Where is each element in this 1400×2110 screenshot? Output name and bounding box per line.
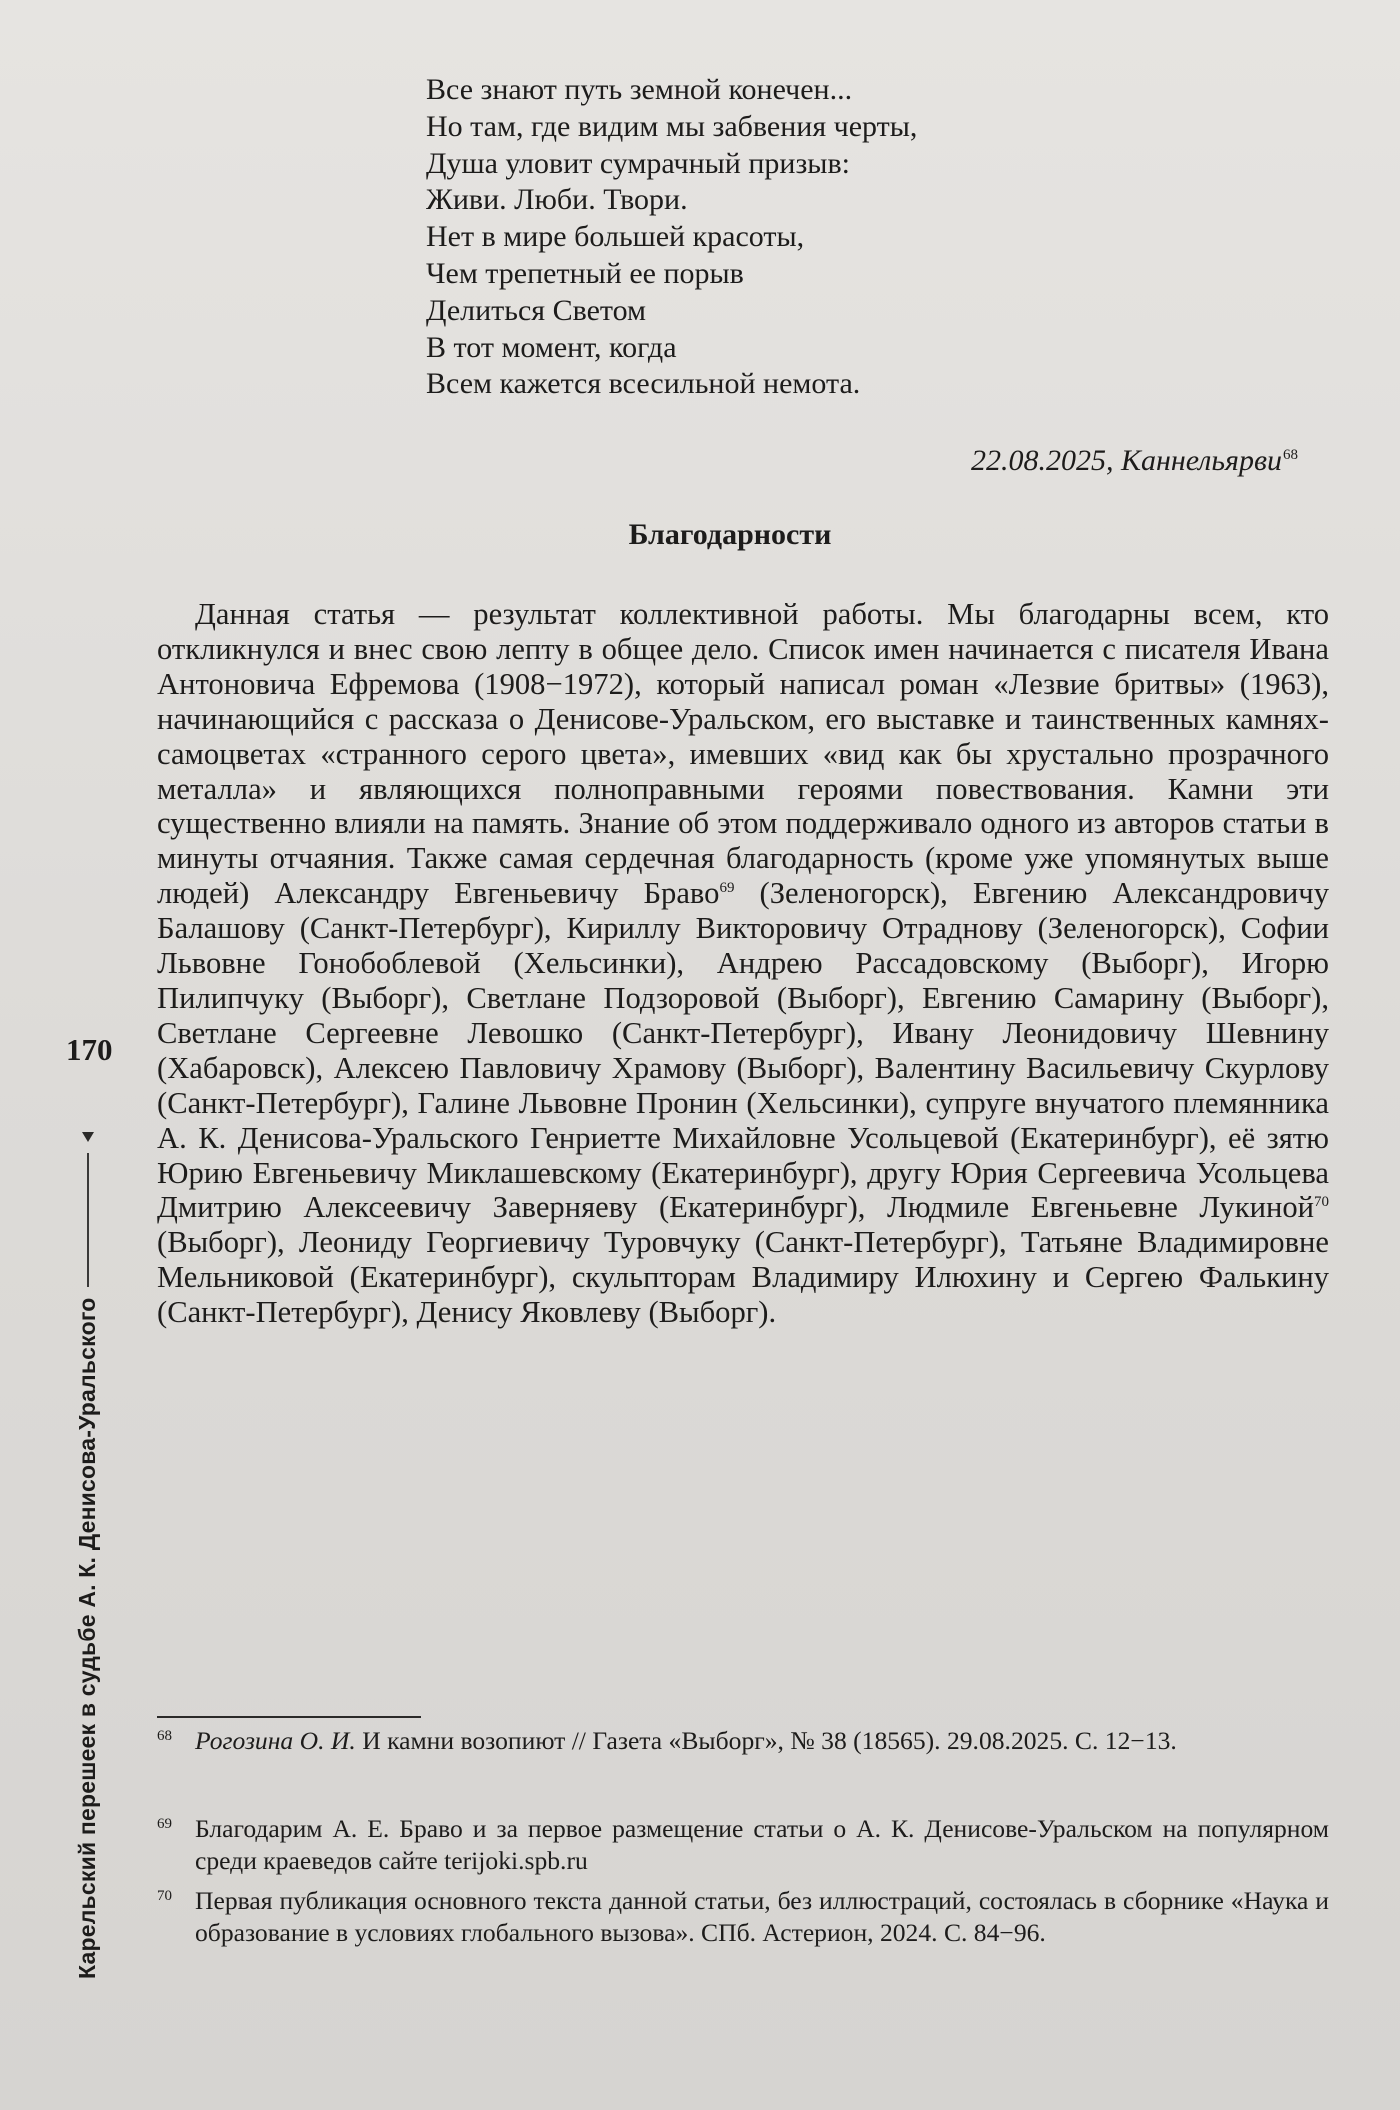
poem-line: В тот момент, когда <box>426 330 677 364</box>
poem-line: Делиться Светом <box>426 293 647 327</box>
paragraph-text: (Зеленогорск), Евгению Александровичу Балашову (Санкт-Петербург), Кириллу Викторовичу Отраднову (Зеленогорск), Софии Львовне Гонобоблевой (Хельсинки), Андрею Рассадовскому (Выборг), Игорю Пилипчуку (Выборг), Светлане Подзоровой (Выборг), Евгению Самарину (Выборг), Светлане Сергеевне Левошко (Санкт-Петербург), Ивану Леонидовичу Шевнину (Хабаровск), Алексею Павловичу Храмову (Выборг), Валентину Васильевичу Скурлову (Санкт-Петербург), Галине Львовне Пронин (Хельсинки), супруге внучатого племянника А. К. Денисова-Уральского Генриетте Михайловне Усольцевой (Екатеринбург), её зятю Юрию Евгеньевичу Миклашевскому (Екатеринбург), другу Юрия Сергеевича Усольцева Дмитрию Алексеевичу Заверняеву (Екатеринбург), Людмиле Евгеньевне Лукиной <box>157 876 1329 1225</box>
section-heading: Благодарности <box>628 518 832 551</box>
footnote-ref-69[interactable]: 69 <box>719 880 735 897</box>
poem-line: Но там, где видим мы забвения черты, <box>426 109 918 143</box>
arrow-marker-icon <box>80 1129 96 1145</box>
page-number: 170 <box>66 1032 113 1067</box>
footnote-ref-68[interactable]: 68 <box>1283 447 1298 463</box>
poem-signature <box>971 444 1298 478</box>
footnote-70 <box>157 1885 1329 1948</box>
poem-line: Всем кажется всесильной немота. <box>426 367 861 401</box>
footnote-ref-70[interactable]: 70 <box>1314 1194 1329 1211</box>
running-head-title: Карельский перешеек в судьбе А. К. Денисова-Уральского <box>74 1297 100 1979</box>
acknowledgements-paragraph <box>157 597 1329 1330</box>
paragraph-text: Данная статья — результат коллективной работы. Мы благодарны всем, кто откликнулся и внес свою лепту в общее дело. Список имен начинается с писателя Ивана Антоновича Ефремова (1908−1972), который написал роман «Лезвие бритвы» (1963), начинающийся с рассказа о Денисове-Уральском, его выставке и таинственных камнях-самоцветах «странного серого цвета», имевших «вид как бы хрустально прозрачного металла» и являющихся полноправными героями повествования. Камни эти существенно влияли на память. Знание об этом поддерживало одного из авторов статьи в минуты отчаяния. Также самая сердечная благодарность (кроме уже упомянутых выше людей) Александру Евгеньевичу Браво <box>157 597 1329 911</box>
poem-line: Нет в мире большей красоты, <box>426 220 805 254</box>
footnote-text: Первая публикация основного текста данной статьи, без иллюстраций, состоялась в сборнике «Наука и образование в условиях глобального вызова». СПб. Астерион, 2024. С. 84−96. <box>195 1886 1329 1947</box>
footnote-69 <box>157 1813 1329 1876</box>
poem-line: Чем трепетный ее порыв <box>426 256 744 290</box>
footnote-author: Рогозина О. И. <box>195 1726 356 1755</box>
poem <box>426 72 917 403</box>
poem-line: Все знают путь земной конечен... <box>426 73 853 106</box>
poem-line: Душа уловит сумрачный призыв: <box>426 146 850 180</box>
footnote-number: 69 <box>157 1816 172 1832</box>
paragraph-text: (Выборг), Леониду Георгиевичу Туровчуку (Санкт-Петербург), Татьяне Владимировне Мельниковой (Екатеринбург), скульпторам Владимиру Илюхину и Сергею Фалькину (Санкт-Петербург), Денису Яковлеву (Выборг). <box>157 1225 1329 1330</box>
footnote-text: Благодарим А. Е. Браво и за первое размещение статьи о А. К. Денисове-Уральском на популярном среди краеведов сайте terijoki.spb.ru <box>195 1814 1329 1875</box>
footnote-number: 70 <box>157 1888 172 1904</box>
footnote-number: 68 <box>157 1728 172 1744</box>
footnote-68 <box>157 1725 1329 1757</box>
running-head-rule <box>87 1153 89 1287</box>
footnote-divider <box>157 1716 421 1718</box>
poem-line: Живи. Люби. Твори. <box>426 183 688 217</box>
footnote-text: И камни возопиют // Газета «Выборг», № 38 (18565). 29.08.2025. С. 12−13. <box>355 1726 1177 1755</box>
signature-date-place: 22.08.2025, Каннельярви <box>971 444 1282 477</box>
